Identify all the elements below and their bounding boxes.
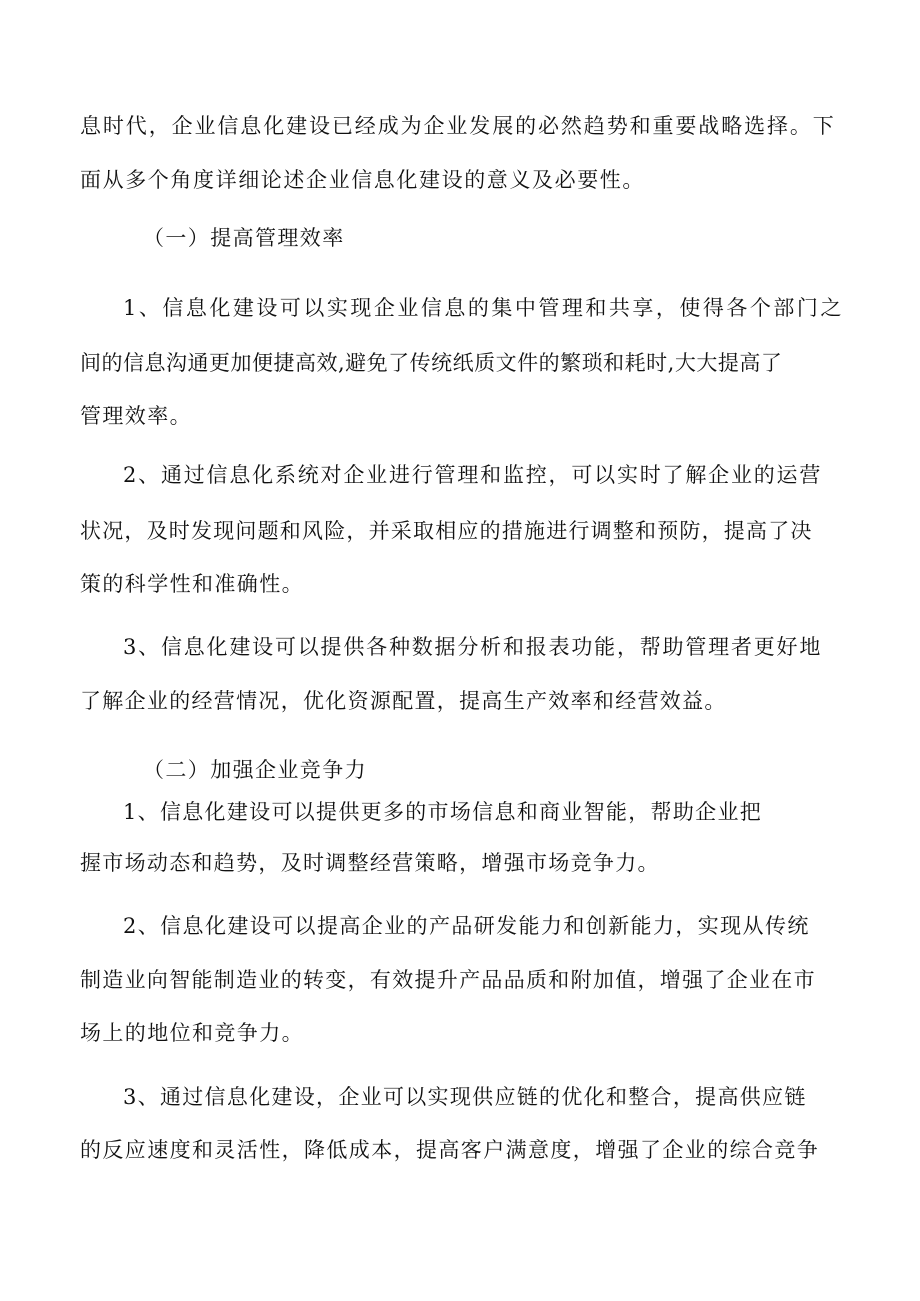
paragraph-line: 1、信息化建设可以提供更多的市场信息和商业智能，帮助企业把: [123, 800, 763, 824]
paragraph-line: 间的信息沟通更加便捷高效,避免了传统纸质文件的繁琐和耗时,大大提高了: [80, 351, 783, 375]
paragraph-line: 制造业向智能制造业的转变，有效提升产品品质和附加值，增强了企业在市: [80, 968, 816, 992]
section-heading-management-efficiency: （一）提高管理效率: [143, 226, 345, 250]
paragraph-line: 状况，及时发现问题和风险，并采取相应的措施进行调整和预防，提高了决: [80, 519, 813, 543]
paragraph-line: 场上的地位和竞争力。: [80, 1021, 304, 1045]
section-heading-competitiveness: （二）加强企业竞争力: [143, 758, 367, 782]
paragraph-line: 3、信息化建设可以提供各种数据分析和报表功能，帮助管理者更好地: [123, 635, 823, 659]
paragraph-line: 2、通过信息化系统对企业进行管理和监控，可以实时了解企业的运营: [123, 463, 823, 487]
paragraph-line: 握市场动态和趋势，及时调整经营策略，增强市场竞争力。: [80, 851, 660, 875]
paragraph-line: 了解企业的经营情况，优化资源配置，提高生产效率和经营效益。: [80, 689, 727, 713]
paragraph-line: 2、信息化建设可以提高企业的产品研发能力和创新能力，实现从传统: [123, 914, 810, 938]
paragraph-line: 管理效率。: [80, 404, 192, 428]
intro-paragraph-line: 面从多个角度详细论述企业信息化建设的意义及必要性。: [80, 168, 645, 192]
paragraph-line: 1、信息化建设可以实现企业信息的集中管理和共享，使得各个部门之: [123, 296, 844, 320]
paragraph-line: 的反应速度和灵活性，降低成本，提高客户满意度，增强了企业的综合竞争: [80, 1138, 820, 1162]
intro-paragraph-line: 息时代，企业信息化建设已经成为企业发展的必然趋势和重要战略选择。下: [80, 114, 836, 138]
paragraph-line: 策的科学性和准确性。: [80, 572, 304, 596]
paragraph-line: 3、通过信息化建设，企业可以实现供应链的优化和整合，提高供应链: [123, 1085, 807, 1109]
